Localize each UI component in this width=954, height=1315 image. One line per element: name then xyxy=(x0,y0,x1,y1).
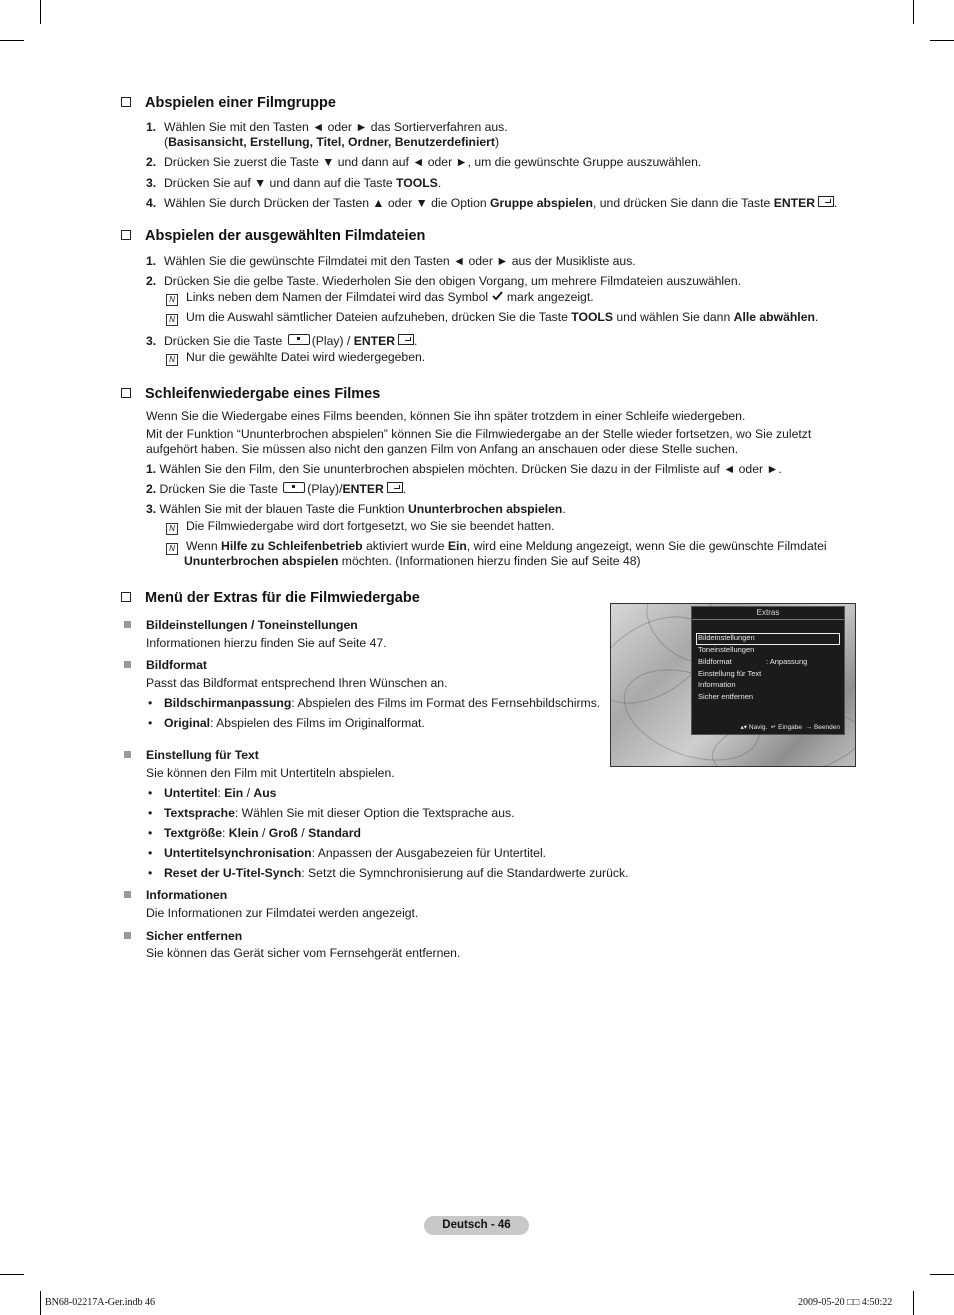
checkbox-icon xyxy=(121,388,131,398)
section-heading: Abspielen der ausgewählten Filmdateien xyxy=(121,229,425,244)
item-title: Bildeinstellungen / Toneinstellungen xyxy=(146,618,358,632)
note: N Wenn Hilfe zu Schleifenbetrieb aktiviert wurde Ein, wird eine Meldung angezeigt, wenn Sie die gewünschte Filmdatei xyxy=(166,539,827,555)
bullet-text: Bildschirmanpassung: Abspielen des Films im Format des Fernsehbildschirms. xyxy=(164,696,601,710)
bullet-text: Reset der U-Titel-Synch: Setzt die Symnchronisierung auf die Standardwerte zurück. xyxy=(164,866,629,880)
menu-item[interactable]: Toneinstellungen xyxy=(698,645,755,654)
menu-footer: ▴▾ Navig. ↵ Eingabe → Beenden xyxy=(740,724,840,731)
updown-icon: ▴▾ xyxy=(740,724,748,731)
checkbox-icon xyxy=(121,592,131,602)
bullet: • xyxy=(148,786,153,800)
step: 3. Drücken Sie auf ▼ und dann auf die Taste TOOLS. xyxy=(146,176,442,190)
bullet: • xyxy=(148,866,153,880)
bullet: • xyxy=(148,846,153,860)
crop-mark xyxy=(913,0,914,24)
step: 3. Wählen Sie mit der blauen Taste die Funktion Ununterbrochen abspielen. xyxy=(146,502,566,516)
note-icon: N xyxy=(166,314,178,326)
item-text: Sie können das Gerät sicher vom Fernsehgerät entfernen. xyxy=(146,946,461,960)
square-bullet-icon xyxy=(124,621,131,628)
bullet-text: Untertitel: Ein / Aus xyxy=(164,786,277,800)
bullet-text: Textgröße: Klein / Groß / Standard xyxy=(164,826,361,840)
section-heading: Schleifenwiedergabe eines Filmes xyxy=(121,387,380,402)
square-bullet-icon xyxy=(124,751,131,758)
crop-mark xyxy=(913,1291,914,1315)
note-icon: N xyxy=(166,354,178,366)
step: 1. Wählen Sie den Film, den Sie ununterbrochen abspielen möchten. Drücken Sie dazu in der Filmliste auf ◄ oder ►. xyxy=(146,462,782,476)
paragraph: Wenn Sie die Wiedergabe eines Films beenden, können Sie ihn später trotzdem in einer Schleife wiedergeben. xyxy=(146,409,746,423)
note-icon: N xyxy=(166,294,178,306)
step-detail: (Basisansicht, Erstellung, Titel, Ordner, Benutzerdefiniert) xyxy=(164,135,500,149)
enter-icon: ↵ xyxy=(770,724,777,731)
menu-item[interactable]: Bildformat xyxy=(698,657,732,666)
section-heading: Menü der Extras für die Filmwiedergabe xyxy=(121,591,420,606)
item-title: Einstellung für Text xyxy=(146,748,259,762)
step: 4. Wählen Sie durch Drücken der Tasten ▲ oder ▼ die Option Gruppe abspielen, und drücken Sie dann die Taste ENTER . xyxy=(146,196,838,210)
bullet: • xyxy=(148,716,153,730)
note-icon: N xyxy=(166,543,178,555)
print-footer-file: BN68-02217A-Ger.indb 46 xyxy=(45,1297,155,1308)
note: N Die Filmwiedergabe wird dort fortgesetzt, wo Sie sie beendet hatten. xyxy=(166,519,555,535)
page-number: Deutsch - 46 xyxy=(424,1216,529,1235)
bullet: • xyxy=(148,806,153,820)
checkbox-icon xyxy=(121,230,131,240)
section-heading: Abspielen einer Filmgruppe xyxy=(121,96,336,111)
square-bullet-icon xyxy=(124,891,131,898)
step: 2. Drücken Sie die gelbe Taste. Wiederholen Sie den obigen Vorgang, um mehrere Filmdateien auszuwählen. xyxy=(146,274,741,288)
paragraph: aufgehört haben. Sie müssen also nicht den ganzen Film von Anfang an anschauen oder diese Stelle suchen. xyxy=(146,442,739,456)
item-title: Informationen xyxy=(146,888,228,902)
item-text: Passt das Bildformat entsprechend Ihren Wünschen an. xyxy=(146,676,448,690)
note: N Um die Auswahl sämtlicher Dateien aufzuheben, drücken Sie die Taste TOOLS und wählen Sie dann Alle abwählen. xyxy=(166,310,818,326)
crop-mark xyxy=(40,1291,41,1315)
step: 2. Drücken Sie die Taste (Play)/ENTER . xyxy=(146,482,407,496)
item-title: Sicher entfernen xyxy=(146,929,243,943)
enter-icon xyxy=(387,482,403,493)
exit-icon: → xyxy=(805,724,813,731)
bullet-text: Textsprache: Wählen Sie mit dieser Option die Textsprache aus. xyxy=(164,806,515,820)
note: N Links neben dem Namen der Filmdatei wird das Symbol mark angezeigt. xyxy=(166,290,594,306)
enter-icon xyxy=(398,334,414,345)
paragraph: Mit der Funktion “Ununterbrochen abspielen” können Sie die Filmwiedergabe an der Stelle wieder fortsetzen, wo Sie zuletzt xyxy=(146,427,812,441)
crop-mark xyxy=(930,40,954,41)
item-text: Informationen hierzu finden Sie auf Seite 47. xyxy=(146,636,387,650)
note-icon: N xyxy=(166,523,178,535)
menu-item[interactable]: Bildeinstellungen xyxy=(698,633,755,642)
step: 1. Wählen Sie mit den Tasten ◄ oder ► das Sortierverfahren aus. xyxy=(146,120,508,134)
enter-icon xyxy=(818,196,834,207)
extras-menu xyxy=(691,606,845,735)
step: 1. Wählen Sie die gewünschte Filmdatei mit den Tasten ◄ oder ► aus der Musikliste aus. xyxy=(146,254,636,268)
tv-screenshot xyxy=(610,603,856,767)
item-text: Die Informationen zur Filmdatei werden angezeigt. xyxy=(146,906,419,920)
menu-item[interactable]: Einstellung für Text xyxy=(698,669,762,678)
bullet-text: Untertitelsynchronisation: Anpassen der Ausgabezeien für Untertitel. xyxy=(164,846,547,860)
menu-item[interactable]: Information xyxy=(698,680,736,689)
square-bullet-icon xyxy=(124,661,131,668)
item-title: Bildformat xyxy=(146,658,207,672)
checkbox-icon xyxy=(121,97,131,107)
item-text: Sie können den Film mit Untertiteln abspielen. xyxy=(146,766,395,780)
menu-item-value: : Anpassung xyxy=(766,657,808,666)
bullet: • xyxy=(148,826,153,840)
crop-mark xyxy=(930,1274,954,1275)
play-button-icon xyxy=(283,482,305,493)
print-footer-date: 2009-05-20 □□ 4:50:22 xyxy=(798,1297,893,1308)
note-continued: Ununterbrochen abspielen möchten. (Informationen hierzu finden Sie auf Seite 48) xyxy=(184,554,641,568)
crop-mark xyxy=(0,1274,24,1275)
step: 2. Drücken Sie zuerst die Taste ▼ und dann auf ◄ oder ►, um die gewünschte Gruppe auszuwählen. xyxy=(146,155,702,169)
bullet-text: Original: Abspielen des Films im Originalformat. xyxy=(164,716,425,730)
menu-item[interactable]: Sicher entfernen xyxy=(698,692,754,701)
step: 3. Drücken Sie die Taste (Play) / ENTER . xyxy=(146,334,418,348)
square-bullet-icon xyxy=(124,932,131,939)
menu-title: Extras xyxy=(692,607,844,620)
checkmark-icon xyxy=(492,290,504,305)
play-button-icon xyxy=(288,334,310,345)
crop-mark xyxy=(0,40,24,41)
crop-mark xyxy=(40,0,41,24)
bullet: • xyxy=(148,696,153,710)
note: N Nur die gewählte Datei wird wiedergegeben. xyxy=(166,350,425,366)
